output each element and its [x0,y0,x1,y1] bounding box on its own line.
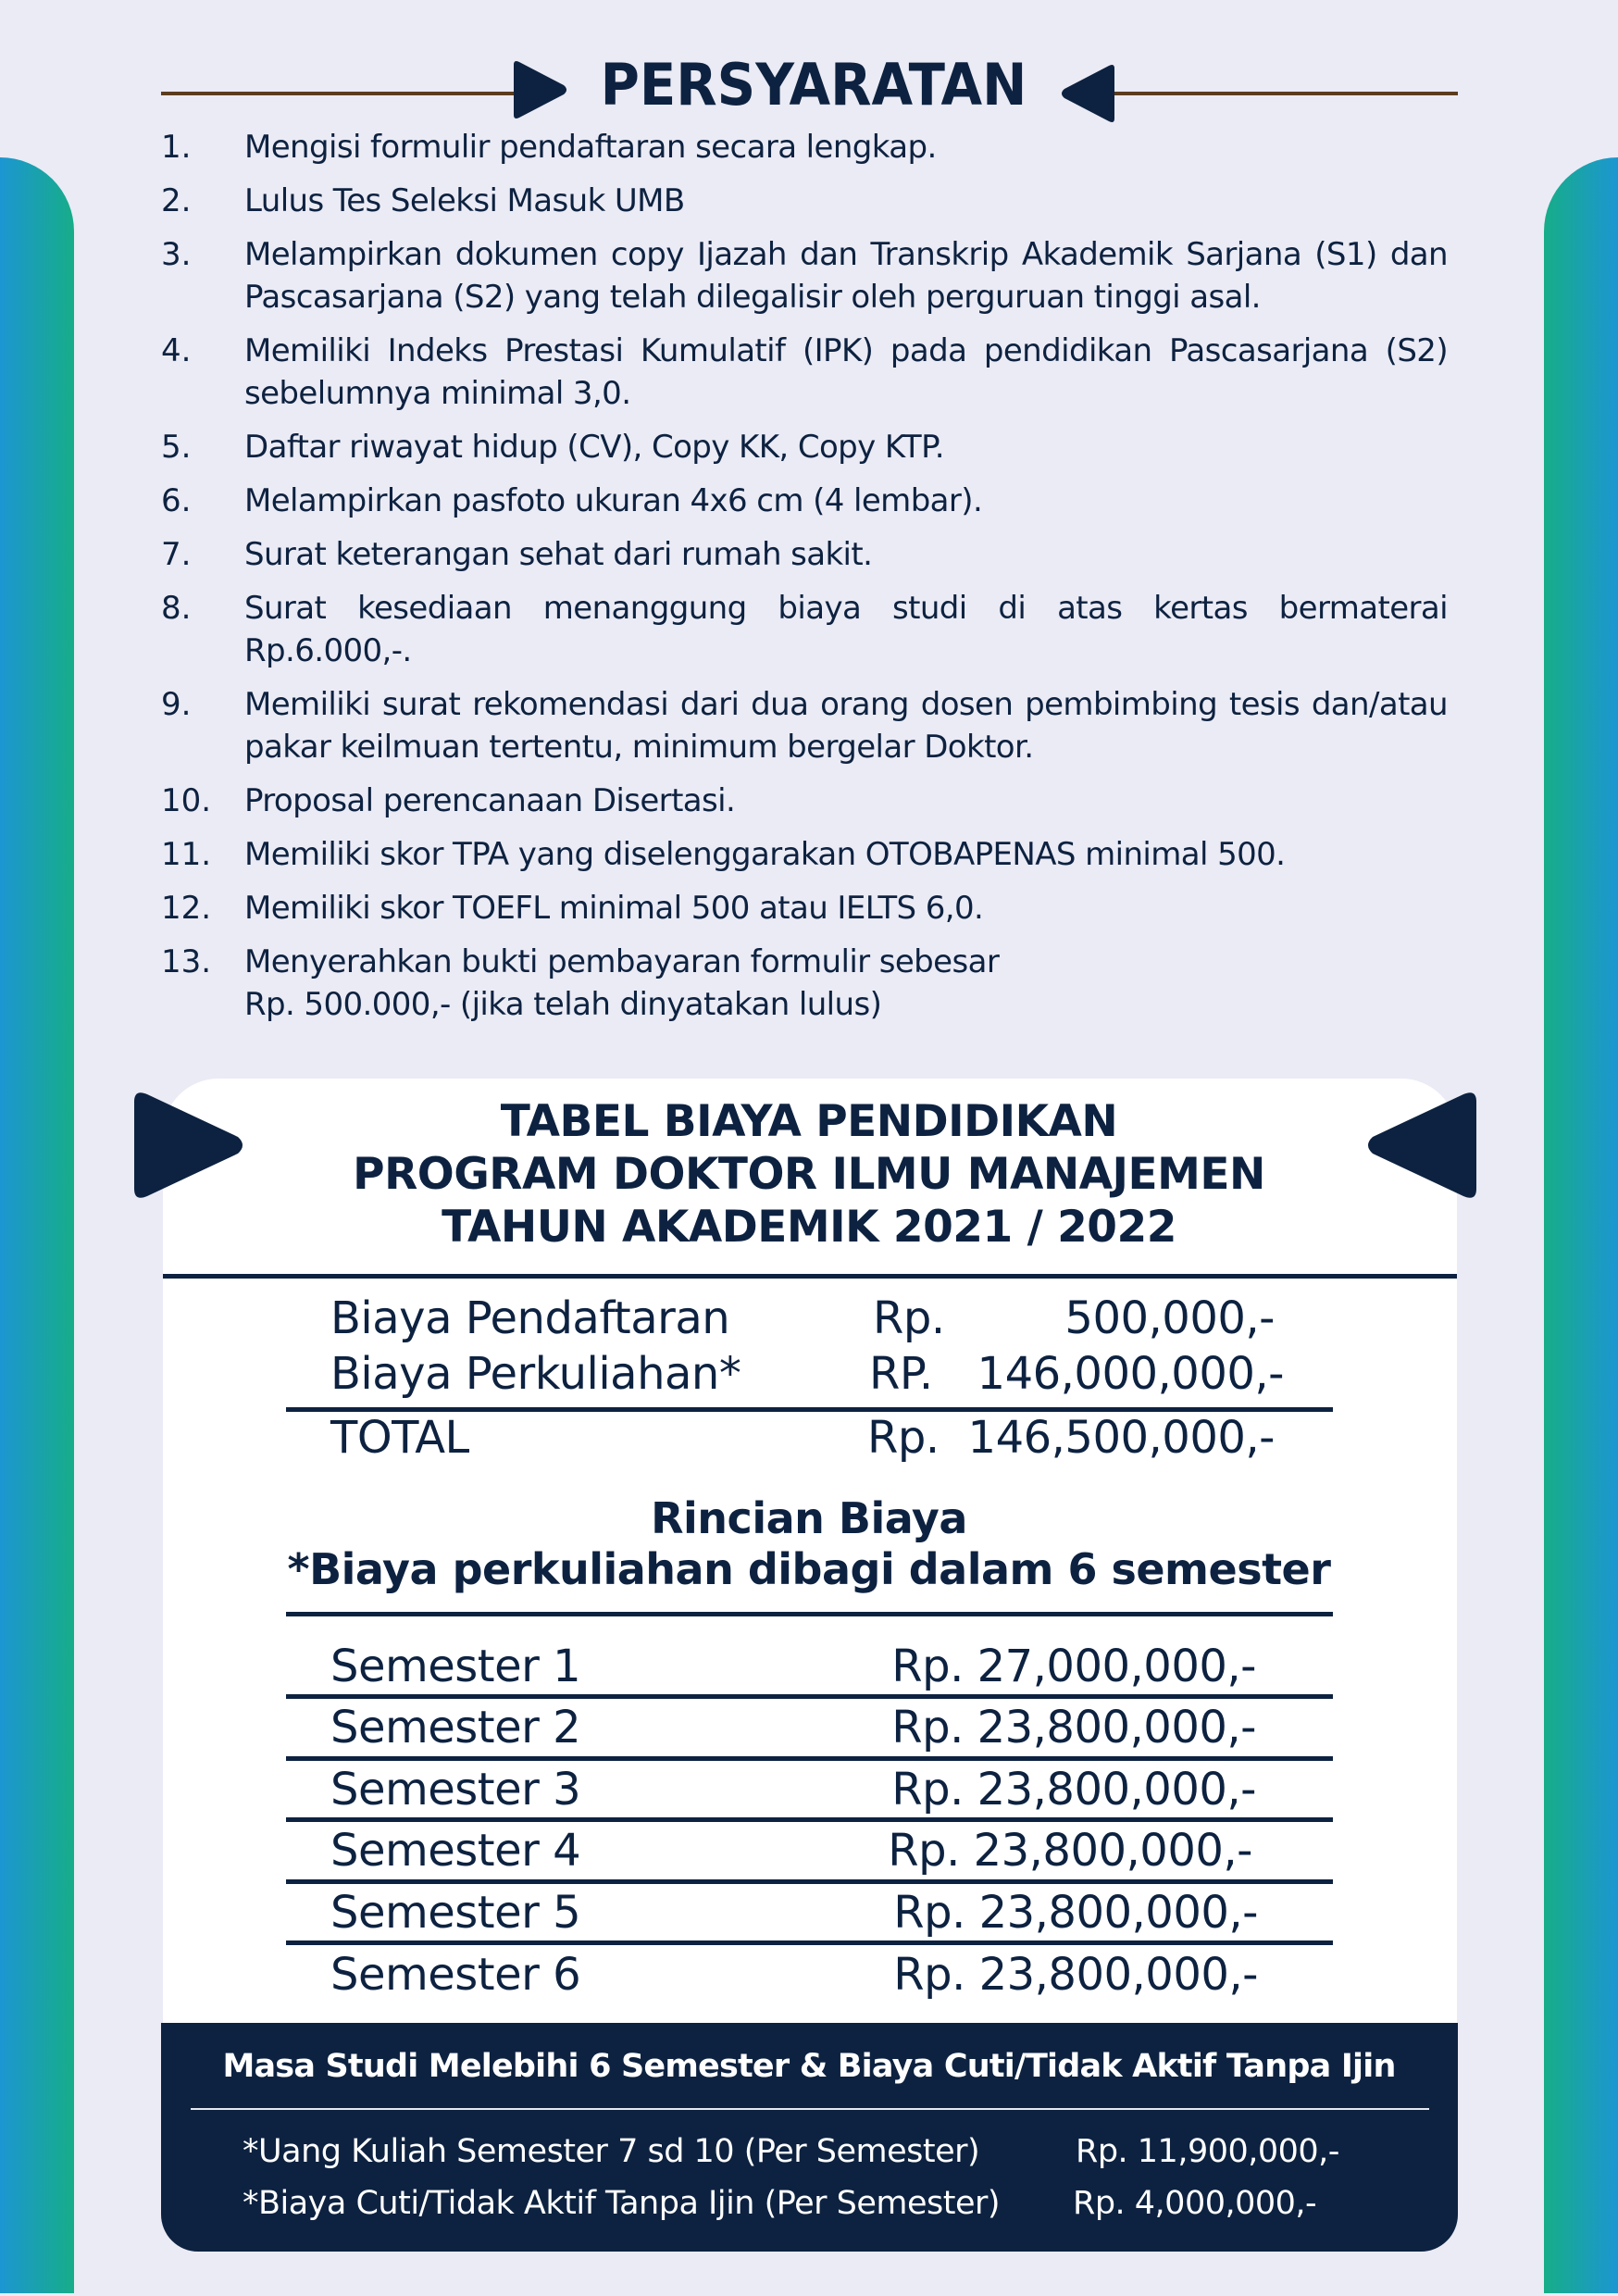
fee-title-line-3: TAHUN AKADEMIK 2021 / 2022 [442,1202,1176,1253]
header-line-left [161,92,522,95]
semester-divider [286,1756,1333,1761]
requirement-item [161,683,1448,768]
requirement-number: 6. [161,482,192,519]
requirement-text: Surat kesediaan menanggung biaya studi di atas kertas bermaterai Rp.6.000,-. [244,590,1448,669]
extra-fee-amount: Rp. 4,000,000,- [1073,2185,1317,2222]
requirement-text: Mengisi formulir pendaftaran secara lengkap. [244,129,937,166]
requirement-number: 11. [161,836,212,873]
requirement-number: 12. [161,890,212,927]
semester-amount: Rp. 23,800,000,- [891,1702,1256,1753]
semester-label: Semester 6 [330,1949,581,2001]
requirement-item [161,780,1448,822]
semester-divider [286,1694,1333,1699]
section-title-persyaratan: PERSYARATAN [600,51,1027,119]
fee-table-title [0,1095,1618,1254]
requirement-item [161,426,1448,468]
requirements-list [161,126,1448,1037]
semester-amount: Rp. 27,000,000,- [891,1641,1256,1692]
total-amount: 146,500,000,- [967,1412,1275,1464]
requirement-number: 5. [161,429,192,466]
requirement-text: Surat keterangan sehat dari rumah sakit. [244,536,873,573]
requirement-item [161,233,1448,318]
requirement-number: 9. [161,686,192,723]
requirement-item [161,587,1448,672]
requirement-number: 7. [161,536,192,573]
fee-currency: Rp. [873,1292,945,1344]
semester-amount: Rp. 23,800,000,- [893,1887,1258,1939]
requirement-text: Daftar riwayat hidup (CV), Copy KK, Copy KTP. [244,429,944,466]
extra-fee-amount: Rp. 11,900,000,- [1076,2133,1339,2170]
extra-fee-label: *Uang Kuliah Semester 7 sd 10 (Per Semester) [243,2133,980,2170]
fee-currency: RP. [869,1348,933,1400]
fee-title-line-1: TABEL BIAYA PENDIDIKAN [500,1096,1118,1147]
requirement-text: Memiliki skor TOEFL minimal 500 atau IELTS 6,0. [244,890,984,927]
header-line-right [1106,92,1458,95]
requirement-number: 1. [161,129,192,166]
semester-amount: Rp. 23,800,000,- [888,1825,1252,1877]
semester-label: Semester 2 [330,1702,581,1753]
semester-label: Semester 4 [330,1825,581,1877]
requirement-text: Proposal perencanaan Disertasi. [244,782,736,819]
breakdown-divider [286,1612,1333,1616]
requirement-number: 8. [161,590,192,627]
play-arrow-left-icon [1059,63,1118,124]
requirement-number: 2. [161,182,192,219]
requirement-text: Memiliki Indeks Prestasi Kumulatif (IPK) pada pendidikan Pascasarjana (S2) sebelumnya minimal 3,0. [244,332,1448,412]
play-arrow-right-icon [510,59,569,120]
semester-label: Semester 3 [330,1764,581,1816]
breakdown-subtitle: *Biaya perkuliahan dibagi dalam 6 semester [287,1544,1331,1594]
extra-fees-divider [191,2108,1429,2110]
requirement-item [161,180,1448,222]
semester-divider [286,1817,1333,1822]
requirement-text: Melampirkan pasfoto ukuran 4x6 cm (4 lembar). [244,482,983,519]
semester-label: Semester 5 [330,1887,581,1939]
requirement-item [161,533,1448,576]
total-currency: Rp. [867,1412,940,1464]
requirement-item [161,330,1448,415]
requirement-text: Memiliki surat rekomendasi dari dua orang dosen pembimbing tesis dan/atau pakar keilmuan tertentu, minimum bergelar Doktor. [244,686,1448,766]
requirement-text: Menyerahkan bukti pembayaran formulir sebesar Rp. 500.000,- (jika telah dinyatakan lulus) [244,943,1000,1023]
requirement-item [161,887,1448,930]
fee-amount: 500,000,- [1064,1292,1275,1344]
requirement-item [161,833,1448,876]
total-label: TOTAL [330,1412,469,1464]
requirement-item [161,941,1448,1026]
extra-fees-title: Masa Studi Melebihi 6 Semester & Biaya Cuti/Tidak Aktif Tanpa Ijin [222,2048,1396,2085]
requirement-number: 13. [161,943,212,980]
requirement-text: Memiliki skor TPA yang diselenggarakan OTOBAPENAS minimal 500. [244,836,1286,873]
fee-amount: 146,000,000,- [977,1348,1284,1400]
requirement-item [161,126,1448,168]
semester-divider [286,1879,1333,1884]
fee-title-divider [163,1274,1457,1279]
fee-label: Biaya Perkuliahan* [330,1348,741,1400]
semester-label: Semester 1 [330,1641,581,1692]
semester-divider [286,1940,1333,1945]
fee-title-line-2: PROGRAM DOKTOR ILMU MANAJEMEN [353,1149,1265,1200]
semester-amount: Rp. 23,800,000,- [891,1764,1256,1816]
semester-amount: Rp. 23,800,000,- [893,1949,1258,2001]
requirement-item [161,480,1448,522]
requirement-number: 4. [161,332,192,369]
extra-fee-label: *Biaya Cuti/Tidak Aktif Tanpa Ijin (Per Semester) [243,2185,1001,2222]
requirement-number: 3. [161,236,192,273]
requirement-text: Melampirkan dokumen copy Ijazah dan Transkrip Akademik Sarjana (S1) dan Pascasarjana (S2) yang telah dilegalisir oleh perguruan tinggi asal. [244,236,1448,316]
fee-label: Biaya Pendaftaran [330,1292,730,1344]
requirement-number: 10. [161,782,212,819]
breakdown-title: Rincian Biaya [651,1493,967,1543]
requirement-text: Lulus Tes Seleksi Masuk UMB [244,182,685,219]
